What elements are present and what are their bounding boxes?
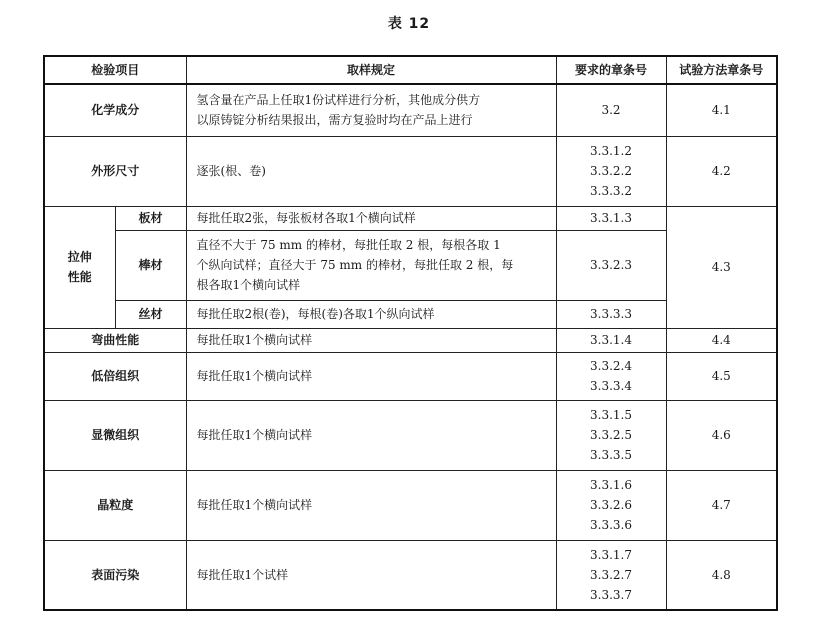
req-line: 3.3.3.5 — [590, 448, 632, 462]
method-cell: 4.8 — [666, 540, 777, 610]
req-line: 3.3.1.2 — [590, 144, 632, 158]
req-line: 3.3.2.6 — [590, 498, 632, 512]
req-cell — [556, 352, 666, 400]
table-title: 表 12 — [387, 16, 431, 32]
rule-cell — [186, 328, 556, 352]
rule-cell — [186, 230, 556, 300]
rule-cell — [186, 352, 556, 400]
rule-cell — [186, 136, 556, 206]
req-cell — [556, 136, 666, 206]
req-cell: 3.3.3.3 — [556, 300, 666, 328]
table-row — [44, 400, 777, 470]
method-cell: 4.3 — [666, 206, 777, 328]
subitem-cell: 棒材 — [115, 230, 186, 300]
item-line: 拉伸 — [67, 250, 92, 264]
item-cell: 低倍组织 — [44, 352, 186, 400]
method-cell: 4.5 — [666, 352, 777, 400]
subitem-cell: 丝材 — [115, 300, 186, 328]
req-cell — [556, 400, 666, 470]
rule-cell — [186, 400, 556, 470]
method-cell: 4.7 — [666, 470, 777, 540]
rule-cell — [186, 540, 556, 610]
req-line: 3.3.2.2 — [590, 164, 632, 178]
req-cell: 3.3.1.3 — [556, 206, 666, 230]
req-line: 3.3.2.7 — [590, 567, 632, 582]
rule-cell — [186, 84, 556, 136]
req-line: 3.3.3.4 — [590, 379, 632, 393]
rule-line: 每批任取2张，每张板材各取1个横向试样 — [196, 211, 416, 225]
header-item: 检验项目 — [44, 56, 186, 84]
req-line: 3.3.3.2 — [590, 184, 632, 198]
table-row — [44, 84, 777, 136]
method-cell: 4.6 — [666, 400, 777, 470]
table-row — [44, 470, 777, 540]
inspection-table — [43, 55, 778, 611]
item-cell: 弯曲性能 — [44, 328, 186, 352]
rule-line: 根各取1个横向试样 — [196, 278, 301, 292]
table-row — [44, 136, 777, 206]
rule-line: 个纵向试样；直径大于 75 mm 的棒材，每批任取 2 根，每 — [196, 258, 514, 272]
header-req: 要求的章条号 — [556, 56, 666, 84]
method-cell: 4.1 — [666, 84, 777, 136]
req-cell — [556, 84, 666, 136]
rule-cell — [186, 300, 556, 328]
rule-line: 氢含量在产品上任取1份试样进行分析，其他成分供方 — [196, 93, 481, 108]
header-rule: 取样规定 — [186, 56, 556, 84]
item-cell: 表面污染 — [44, 540, 186, 610]
table-row — [44, 328, 777, 352]
req-cell — [556, 470, 666, 540]
table-row — [44, 206, 777, 230]
rule-line: 以原铸锭分析结果报出，需方复验时均在产品上进行 — [196, 113, 473, 128]
table-row — [44, 540, 777, 610]
req-line: 3.3.2.4 — [590, 359, 632, 373]
req-line: 3.3.3.7 — [590, 587, 632, 602]
rule-line: 每批任取2根(卷)，每根(卷)各取1个纵向试样 — [196, 307, 435, 321]
req-cell — [556, 328, 666, 352]
req-line: 3.3.3.6 — [590, 518, 632, 532]
req-cell — [556, 540, 666, 610]
req-line: 3.3.1.5 — [590, 408, 632, 422]
method-cell: 4.2 — [666, 136, 777, 206]
rule-line: 直径不大于 75 mm 的棒材，每批任取 2 根，每根各取 1 — [196, 238, 501, 252]
header-row — [44, 56, 777, 84]
req-cell: 3.3.2.3 — [556, 230, 666, 300]
rule-cell — [186, 206, 556, 230]
method-cell: 4.4 — [666, 328, 777, 352]
req-line: 3.3.1.4 — [590, 333, 632, 347]
req-line: 3.3.2.5 — [590, 428, 632, 442]
item-line: 性能 — [67, 270, 92, 284]
rule-cell — [186, 470, 556, 540]
item-cell — [44, 206, 115, 328]
req-line: 3.2 — [601, 103, 621, 118]
table-row — [44, 352, 777, 400]
header-method: 试验方法章条号 — [666, 56, 777, 84]
rule-line: 每批任取1个横向试样 — [196, 498, 313, 512]
item-cell: 外形尺寸 — [44, 136, 186, 206]
rule-line: 每批任取1个横向试样 — [196, 369, 313, 383]
subitem-cell: 板材 — [115, 206, 186, 230]
rule-line: 每批任取1个横向试样 — [196, 333, 313, 347]
rule-line: 每批任取1个试样 — [196, 567, 289, 582]
req-line: 3.3.1.6 — [590, 478, 632, 492]
rule-line: 逐张(根、卷) — [196, 164, 266, 178]
item-cell: 显微组织 — [44, 400, 186, 470]
rule-line: 每批任取1个横向试样 — [196, 428, 313, 442]
item-cell: 化学成分 — [44, 84, 186, 136]
item-cell: 晶粒度 — [44, 470, 186, 540]
req-line: 3.3.1.7 — [590, 547, 632, 562]
